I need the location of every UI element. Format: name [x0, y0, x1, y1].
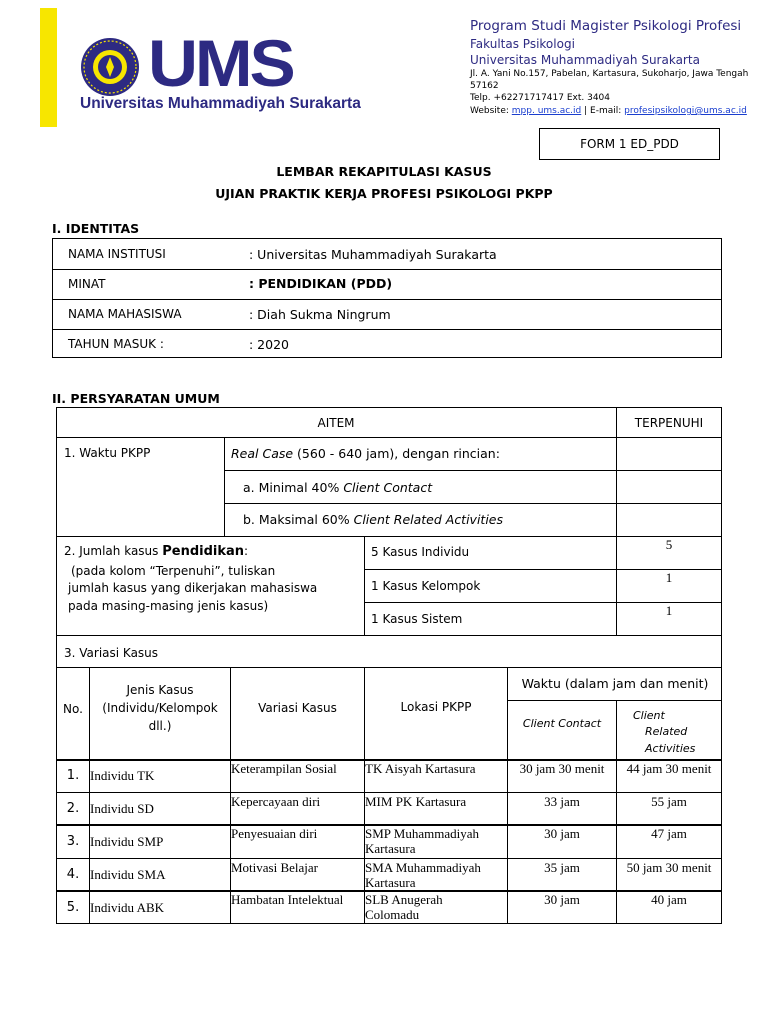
website-label: Website: — [470, 106, 512, 116]
row-lokasi-2: Kartasura — [365, 841, 416, 856]
row-variasi: Motivasi Belajar — [231, 860, 319, 875]
row-lokasi: TK Aisyah Kartasura — [365, 761, 476, 776]
university-logo-name: Universitas Muhammadiyah Surakarta — [80, 95, 361, 112]
row-lokasi-2: Colomadu — [365, 907, 420, 922]
col-header-jenis-1: Jenis Kasus — [126, 683, 194, 697]
col-header-terpenuhi: TERPENUHI — [634, 416, 704, 430]
client-related-prefix: b. Maksimal 60% — [243, 512, 354, 527]
row-variasi: Keterampilan Sosial — [231, 761, 337, 776]
col-header-no: No. — [63, 702, 83, 716]
row-variasi: Penyesuaian diri — [231, 826, 318, 841]
row-client-contact: 33 jam — [544, 794, 580, 809]
kasus-kelompok-label: 1 Kasus Kelompok — [371, 579, 481, 593]
ums-logo-text: UMS — [148, 26, 293, 100]
form-code-box: FORM 1 ED_PDD — [539, 128, 720, 160]
kasus-sistem-label: 1 Kasus Sistem — [371, 612, 463, 626]
col-header-cra-1: Client — [633, 709, 665, 722]
row-no: 2. — [66, 801, 80, 816]
jumlah-kasus-prefix: 2. Jumlah kasus — [64, 544, 163, 558]
row-client-contact: 30 jam — [544, 892, 580, 907]
row-jenis: Individu SMA — [90, 867, 166, 882]
kasus-sistem-value: 1 — [665, 603, 673, 618]
row-no: 4. — [66, 867, 80, 882]
row-client-related: 55 jam — [651, 794, 687, 809]
kasus-individu-value: 5 — [665, 537, 673, 552]
row-no: 5. — [66, 900, 80, 915]
client-contact-requirement — [243, 480, 432, 495]
real-case-italic: Real Case — [231, 446, 294, 461]
label-minat: MINAT — [68, 277, 106, 291]
label-nama-institusi: NAMA INSTITUSI — [68, 247, 166, 261]
label-nama-mahasiswa: NAMA MAHASISWA — [68, 307, 182, 321]
value-nama-institusi: : Universitas Muhammadiyah Surakarta — [249, 247, 497, 262]
row-client-contact: 30 jam 30 menit — [519, 761, 605, 776]
real-case-rest: (560 - 640 jam), dengan rincian: — [293, 446, 500, 461]
section-identitas-heading: I. IDENTITAS — [52, 221, 140, 236]
jumlah-kasus-bold: Pendidikan — [162, 544, 245, 559]
section-persyaratan-heading: II. PERSYARATAN UMUM — [52, 391, 220, 406]
client-contact-italic: Client Contact — [343, 480, 433, 495]
university-name: Universitas Muhammadiyah Surakarta — [470, 53, 700, 67]
col-header-jenis-3: dll.) — [148, 719, 172, 733]
row-jenis: Individu SD — [90, 801, 154, 816]
col-header-lokasi: Lokasi PKPP — [400, 700, 472, 714]
address-line-1: Jl. A. Yani No.157, Pabelan, Kartasura, Sukoharjo, Jawa Tengah — [470, 69, 749, 79]
website-link[interactable]: mpp. ums.ac.id — [511, 106, 582, 116]
document-title-line-1: LEMBAR REKAPITULASI KASUS — [276, 164, 492, 179]
real-case-text — [231, 446, 500, 461]
row-lokasi: MIM PK Kartasura — [365, 794, 467, 809]
client-contact-prefix: a. Minimal 40% — [243, 480, 344, 495]
value-tahun-masuk: : 2020 — [249, 337, 289, 352]
col-header-cra-2: Related — [645, 725, 688, 738]
row-no: 3. — [66, 834, 80, 849]
row-client-related: 40 jam — [651, 892, 687, 907]
col-header-aitem: AITEM — [317, 416, 355, 430]
email-label: | E-mail: — [581, 106, 625, 116]
col-header-cra-3: Activities — [645, 742, 696, 755]
email-link[interactable]: profesipsikologi@ums.ac.id — [624, 106, 747, 116]
program-name: Program Studi Magister Psikologi Profesi — [470, 18, 742, 34]
jumlah-kasus-suffix: : — [244, 544, 249, 558]
client-related-italic: Client Related Activities — [353, 512, 504, 527]
phone-number: Telp. +62271717417 Ext. 3404 — [470, 93, 610, 103]
row-lokasi: SMA Muhammadiyah — [365, 860, 481, 875]
col-header-waktu: Waktu (dalam jam dan menit) — [521, 676, 709, 691]
row-jenis: Individu ABK — [90, 900, 165, 915]
jumlah-kasus-note-3: pada masing-masing jenis kasus) — [68, 599, 269, 613]
row-no: 1. — [66, 768, 80, 783]
client-related-requirement — [243, 512, 503, 527]
col-header-jenis-2: (Individu/Kelompok — [102, 701, 218, 715]
kasus-individu-label: 5 Kasus Individu — [371, 545, 470, 559]
row-variasi: Kepercayaan diri — [231, 794, 321, 809]
row-jenis: Individu TK — [90, 768, 155, 783]
row-lokasi: SMP Muhammadiyah — [365, 826, 479, 841]
row-jenis: Individu SMP — [90, 834, 164, 849]
jumlah-kasus-note-1: (pada kolom “Terpenuhi”, tuliskan — [71, 564, 276, 578]
row-client-contact: 35 jam — [544, 860, 580, 875]
jumlah-kasus-title — [64, 544, 248, 559]
row-client-contact: 30 jam — [544, 826, 580, 841]
row-lokasi-2: Kartasura — [365, 875, 416, 890]
document-title-line-2: UJIAN PRAKTIK KERJA PROFESI PSIKOLOGI PKPP — [215, 186, 553, 201]
value-nama-mahasiswa: : Diah Sukma Ningrum — [249, 307, 391, 322]
variasi-kasus-heading: 3. Variasi Kasus — [64, 646, 159, 660]
jumlah-kasus-note-2: jumlah kasus yang dikerjakan mahasiswa — [68, 581, 318, 595]
col-header-variasi: Variasi Kasus — [258, 701, 337, 715]
address-line-2: 57162 — [470, 81, 499, 91]
label-tahun-masuk: TAHUN MASUK : — [68, 337, 164, 351]
row-variasi: Hambatan Intelektual — [231, 892, 344, 907]
value-minat: : PENDIDIKAN (PDD) — [249, 276, 393, 291]
faculty-name: Fakultas Psikologi — [470, 37, 575, 51]
row-lokasi: SLB Anugerah — [365, 892, 443, 907]
row-client-related: 50 jam 30 menit — [626, 860, 712, 875]
kasus-kelompok-value: 1 — [665, 570, 673, 585]
col-header-client-contact: Client Contact — [522, 717, 602, 730]
waktu-pkpp-label: 1. Waktu PKPP — [64, 446, 151, 460]
row-client-related: 44 jam 30 menit — [626, 761, 712, 776]
row-client-related: 47 jam — [651, 826, 687, 841]
